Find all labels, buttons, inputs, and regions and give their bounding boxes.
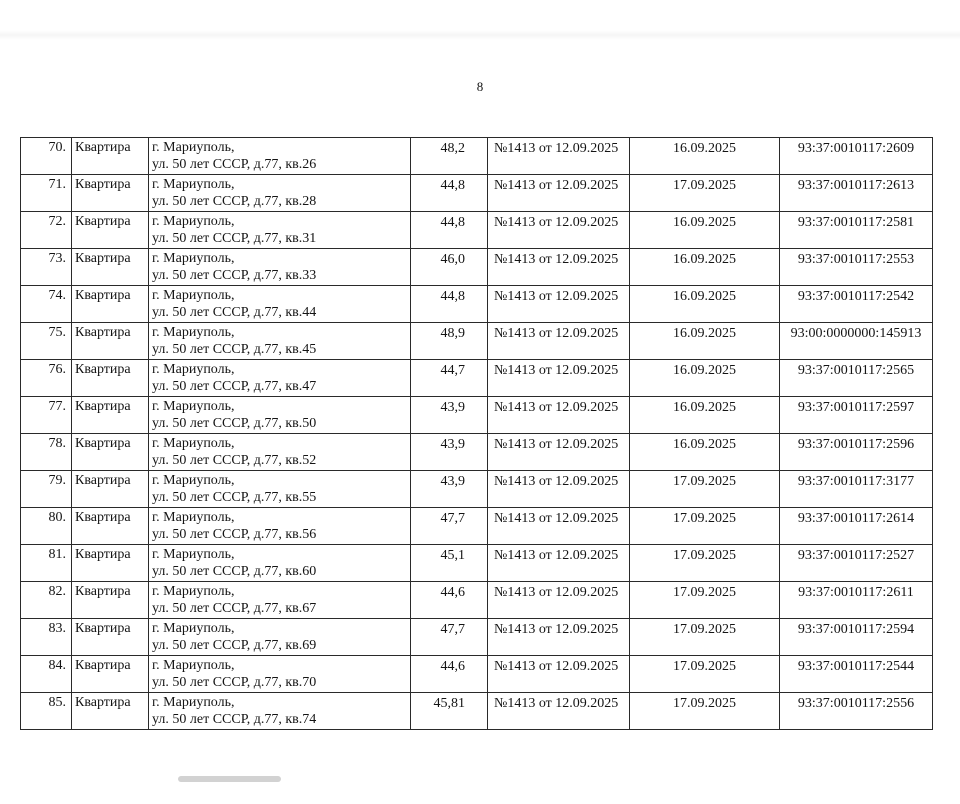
address-street: ул. 50 лет СССР, д.77, кв.45	[152, 342, 317, 357]
decree-cell: №1413 от 12.09.2025	[488, 286, 630, 323]
table-row	[21, 619, 933, 656]
area-cell: 43,9	[411, 471, 488, 508]
address-cell	[149, 582, 411, 619]
address-street: ул. 50 лет СССР, д.77, кв.26	[152, 157, 317, 172]
property-type-cell: Квартира	[72, 175, 149, 212]
cadastral-number-cell: 93:37:0010117:2544	[780, 656, 933, 693]
address-street: ул. 50 лет СССР, д.77, кв.74	[152, 712, 317, 727]
address-street: ул. 50 лет СССР, д.77, кв.50	[152, 416, 317, 431]
registration-date-cell: 16.09.2025	[630, 360, 780, 397]
address-city: г. Мариуполь,	[152, 214, 235, 229]
registration-date-cell: 17.09.2025	[630, 619, 780, 656]
property-type-cell: Квартира	[72, 656, 149, 693]
row-number-cell: 82.	[21, 582, 72, 619]
registration-date-cell: 16.09.2025	[630, 434, 780, 471]
property-type-cell: Квартира	[72, 582, 149, 619]
cadastral-number-cell: 93:37:0010117:2614	[780, 508, 933, 545]
area-cell: 47,7	[411, 619, 488, 656]
cadastral-number-cell: 93:37:0010117:2609	[780, 138, 933, 175]
registration-date-cell: 16.09.2025	[630, 323, 780, 360]
address-cell	[149, 693, 411, 730]
address-cell	[149, 212, 411, 249]
area-cell: 43,9	[411, 397, 488, 434]
cadastral-number-cell: 93:37:0010117:2565	[780, 360, 933, 397]
address-city: г. Мариуполь,	[152, 473, 235, 488]
address-cell	[149, 471, 411, 508]
property-type-cell: Квартира	[72, 508, 149, 545]
decree-cell: №1413 от 12.09.2025	[488, 545, 630, 582]
property-type-cell: Квартира	[72, 619, 149, 656]
property-type-cell: Квартира	[72, 397, 149, 434]
table-row	[21, 582, 933, 619]
decree-cell: №1413 от 12.09.2025	[488, 397, 630, 434]
address-city: г. Мариуполь,	[152, 251, 235, 266]
address-street: ул. 50 лет СССР, д.77, кв.67	[152, 601, 317, 616]
registration-date-cell: 17.09.2025	[630, 508, 780, 545]
address-cell	[149, 138, 411, 175]
registration-date-cell: 16.09.2025	[630, 249, 780, 286]
decree-cell: №1413 от 12.09.2025	[488, 434, 630, 471]
area-cell: 44,8	[411, 286, 488, 323]
cadastral-number-cell: 93:37:0010117:2611	[780, 582, 933, 619]
address-street: ул. 50 лет СССР, д.77, кв.52	[152, 453, 317, 468]
row-number-cell: 72.	[21, 212, 72, 249]
address-city: г. Мариуполь,	[152, 695, 235, 710]
address-cell	[149, 286, 411, 323]
registration-date-cell: 17.09.2025	[630, 471, 780, 508]
registration-date-cell: 16.09.2025	[630, 212, 780, 249]
registration-date-cell: 16.09.2025	[630, 397, 780, 434]
row-number-cell: 77.	[21, 397, 72, 434]
row-number-cell: 80.	[21, 508, 72, 545]
address-city: г. Мариуполь,	[152, 362, 235, 377]
cadastral-number-cell: 93:37:0010117:2542	[780, 286, 933, 323]
table-row	[21, 693, 933, 730]
decree-cell: №1413 от 12.09.2025	[488, 175, 630, 212]
property-type-cell: Квартира	[72, 434, 149, 471]
area-cell: 48,2	[411, 138, 488, 175]
row-number-cell: 70.	[21, 138, 72, 175]
area-cell: 44,8	[411, 212, 488, 249]
address-street: ул. 50 лет СССР, д.77, кв.33	[152, 268, 317, 283]
table-row	[21, 249, 933, 286]
table-row	[21, 360, 933, 397]
address-street: ул. 50 лет СССР, д.77, кв.60	[152, 564, 317, 579]
area-cell: 47,7	[411, 508, 488, 545]
row-number-cell: 84.	[21, 656, 72, 693]
property-type-cell: Квартира	[72, 323, 149, 360]
address-city: г. Мариуполь,	[152, 177, 235, 192]
table-row	[21, 397, 933, 434]
row-number-cell: 83.	[21, 619, 72, 656]
property-type-cell: Квартира	[72, 138, 149, 175]
row-number-cell: 73.	[21, 249, 72, 286]
decree-cell: №1413 от 12.09.2025	[488, 212, 630, 249]
address-city: г. Мариуполь,	[152, 399, 235, 414]
property-type-cell: Квартира	[72, 360, 149, 397]
address-cell	[149, 323, 411, 360]
cadastral-number-cell: 93:37:0010117:3177	[780, 471, 933, 508]
decree-cell: №1413 от 12.09.2025	[488, 138, 630, 175]
address-city: г. Мариуполь,	[152, 510, 235, 525]
address-street: ул. 50 лет СССР, д.77, кв.31	[152, 231, 317, 246]
property-type-cell: Квартира	[72, 212, 149, 249]
area-cell: 45,1	[411, 545, 488, 582]
address-cell	[149, 656, 411, 693]
row-number-cell: 85.	[21, 693, 72, 730]
address-street: ул. 50 лет СССР, д.77, кв.47	[152, 379, 317, 394]
address-street: ул. 50 лет СССР, д.77, кв.55	[152, 490, 317, 505]
table-row	[21, 471, 933, 508]
address-cell	[149, 249, 411, 286]
decree-cell: №1413 от 12.09.2025	[488, 582, 630, 619]
decree-cell: №1413 от 12.09.2025	[488, 249, 630, 286]
address-cell	[149, 397, 411, 434]
area-cell: 44,6	[411, 582, 488, 619]
area-cell: 43,9	[411, 434, 488, 471]
table-row	[21, 656, 933, 693]
registration-date-cell: 17.09.2025	[630, 545, 780, 582]
table-row	[21, 212, 933, 249]
address-street: ул. 50 лет СССР, д.77, кв.69	[152, 638, 317, 653]
registration-date-cell: 17.09.2025	[630, 175, 780, 212]
table-row	[21, 434, 933, 471]
address-street: ул. 50 лет СССР, д.77, кв.44	[152, 305, 317, 320]
decree-cell: №1413 от 12.09.2025	[488, 323, 630, 360]
cadastral-number-cell: 93:37:0010117:2613	[780, 175, 933, 212]
address-cell	[149, 434, 411, 471]
area-cell: 44,6	[411, 656, 488, 693]
area-cell: 48,9	[411, 323, 488, 360]
address-cell	[149, 175, 411, 212]
cadastral-number-cell: 93:00:0000000:145913	[780, 323, 933, 360]
apartment-registry-table	[20, 137, 933, 730]
address-city: г. Мариуполь,	[152, 436, 235, 451]
cadastral-number-cell: 93:37:0010117:2556	[780, 693, 933, 730]
address-street: ул. 50 лет СССР, д.77, кв.56	[152, 527, 317, 542]
cadastral-number-cell: 93:37:0010117:2594	[780, 619, 933, 656]
address-cell	[149, 508, 411, 545]
property-type-cell: Квартира	[72, 286, 149, 323]
address-city: г. Мариуполь,	[152, 140, 235, 155]
address-street: ул. 50 лет СССР, д.77, кв.28	[152, 194, 317, 209]
registration-date-cell: 17.09.2025	[630, 656, 780, 693]
table-row	[21, 508, 933, 545]
address-city: г. Мариуполь,	[152, 288, 235, 303]
page-number: 8	[476, 79, 484, 94]
address-city: г. Мариуполь,	[152, 325, 235, 340]
decree-cell: №1413 от 12.09.2025	[488, 508, 630, 545]
address-cell	[149, 360, 411, 397]
area-cell: 46,0	[411, 249, 488, 286]
row-number-cell: 74.	[21, 286, 72, 323]
area-cell: 45,81	[411, 693, 488, 730]
row-number-cell: 75.	[21, 323, 72, 360]
row-number-cell: 76.	[21, 360, 72, 397]
cadastral-number-cell: 93:37:0010117:2597	[780, 397, 933, 434]
property-type-cell: Квартира	[72, 693, 149, 730]
table-row	[21, 323, 933, 360]
address-city: г. Мариуполь,	[152, 584, 235, 599]
registration-date-cell: 16.09.2025	[630, 138, 780, 175]
table-row	[21, 545, 933, 582]
cadastral-number-cell: 93:37:0010117:2553	[780, 249, 933, 286]
area-cell: 44,7	[411, 360, 488, 397]
address-cell	[149, 545, 411, 582]
row-number-cell: 78.	[21, 434, 72, 471]
row-number-cell: 71.	[21, 175, 72, 212]
address-city: г. Мариуполь,	[152, 621, 235, 636]
address-street: ул. 50 лет СССР, д.77, кв.70	[152, 675, 317, 690]
table-row	[21, 138, 933, 175]
cadastral-number-cell: 93:37:0010117:2581	[780, 212, 933, 249]
registration-date-cell: 16.09.2025	[630, 286, 780, 323]
address-cell	[149, 619, 411, 656]
property-type-cell: Квартира	[72, 249, 149, 286]
decree-cell: №1413 от 12.09.2025	[488, 656, 630, 693]
table-row	[21, 286, 933, 323]
row-number-cell: 79.	[21, 471, 72, 508]
registration-date-cell: 17.09.2025	[630, 582, 780, 619]
scan-mark	[178, 776, 281, 782]
address-city: г. Мариуполь,	[152, 547, 235, 562]
scan-edge-shadow	[0, 30, 960, 40]
decree-cell: №1413 от 12.09.2025	[488, 619, 630, 656]
area-cell: 44,8	[411, 175, 488, 212]
decree-cell: №1413 от 12.09.2025	[488, 360, 630, 397]
registry-body	[21, 138, 933, 730]
property-type-cell: Квартира	[72, 545, 149, 582]
address-city: г. Мариуполь,	[152, 658, 235, 673]
table-row	[21, 175, 933, 212]
decree-cell: №1413 от 12.09.2025	[488, 471, 630, 508]
decree-cell: №1413 от 12.09.2025	[488, 693, 630, 730]
cadastral-number-cell: 93:37:0010117:2527	[780, 545, 933, 582]
property-type-cell: Квартира	[72, 471, 149, 508]
registration-date-cell: 17.09.2025	[630, 693, 780, 730]
row-number-cell: 81.	[21, 545, 72, 582]
cadastral-number-cell: 93:37:0010117:2596	[780, 434, 933, 471]
